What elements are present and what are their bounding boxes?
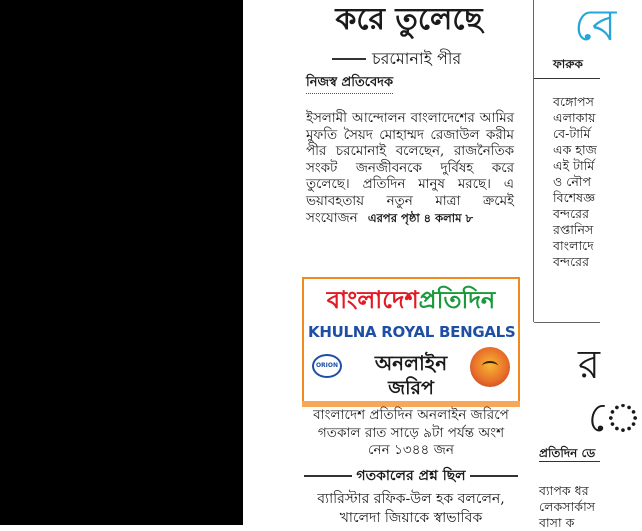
right-line: বাসা ক <box>539 515 575 530</box>
right-byline: ফারুক <box>553 57 583 71</box>
headline: করে তুলেছে <box>300 0 518 40</box>
right-byline-2: প্রতিদিন ডে <box>539 445 600 462</box>
orion-logo: ORION <box>312 354 342 378</box>
ad-team-name: KHULNA ROYAL BENGALS <box>308 323 516 341</box>
question-header <box>304 465 518 487</box>
right-article-body-2 <box>539 483 600 531</box>
right-line: রপ্তানিস <box>553 222 594 237</box>
right-headline-glyph: বে <box>574 0 617 51</box>
ad-title-red: বাংলাদেশ <box>326 285 419 314</box>
attribution-dash <box>332 58 366 60</box>
question-dash-right <box>470 475 518 477</box>
right-line: এলাকায় <box>553 110 596 125</box>
attribution-name: চরমোনাই পীর <box>372 49 462 68</box>
ad-title-green: প্রতিদিন <box>418 285 496 314</box>
question-dash-left <box>304 475 352 477</box>
ad-online: অনলাইন <box>374 351 448 375</box>
right-headline-3: ে <box>588 395 642 441</box>
right-line: বন্দরের <box>553 206 590 221</box>
article-body-text: ইসলামী আন্দোলন বাংলাদেশের আমির মুফতি সৈয়দ মোহাম্মদ রেজাউল করীম পীর চরমোনাই বলেছেন, রাজনৈতিক সংকট জনজীবনকে দুর্বিষহ করে তুলেছে। প্রতিদিন মানুষ মরছে। এ ভয়াবহতায় নতুন মাত্রা ক্রমেই সংযোজন <box>306 111 514 226</box>
right-line: এক হাজ <box>553 142 597 157</box>
right-line: বঙ্গোপস <box>553 94 594 109</box>
continued-jump: এরপর পৃষ্ঠা ৪ কলাম ৮ <box>367 211 473 225</box>
right-line: ও নৌপ <box>553 174 592 189</box>
right-article-body <box>553 94 613 270</box>
right-byline-rule <box>534 78 600 79</box>
right-line: বে-টার্মি <box>553 126 591 141</box>
question-text: ব্যারিস্টার রফিক-উল হক বললেন, খালেদা জিয়াকে স্বাভাবিক <box>317 491 505 526</box>
poll-advert <box>302 277 520 405</box>
right-line: বন্দরের <box>553 254 590 269</box>
ad-title <box>308 283 514 317</box>
right-line: ব্যাপক ধর <box>539 483 589 498</box>
right-line: বিশেষজ্ঞ <box>553 190 596 205</box>
headline-attribution <box>332 46 522 72</box>
right-line: এই টার্মি <box>553 158 595 173</box>
right-line: বাংলাদে <box>553 238 594 253</box>
black-panel <box>0 0 243 525</box>
poll-result: বাংলাদেশ প্রতিদিন অনলাইন জরিপে গতকাল রাত সাড়ে ৯টা পর্যন্ত অংশ নেন ১৩৪৪ জন <box>313 407 509 458</box>
question-header-label: গতকালের প্রশ্ন ছিল <box>356 468 466 484</box>
tiger-logo-icon <box>470 347 510 387</box>
right-line: লেকসার্কাস <box>539 499 596 514</box>
right-headline-2: র <box>578 342 601 388</box>
article-body <box>306 111 514 228</box>
ad-poll: জরিপ <box>388 377 434 399</box>
byline: নিজস্ব প্রতিবেদক <box>306 74 393 94</box>
